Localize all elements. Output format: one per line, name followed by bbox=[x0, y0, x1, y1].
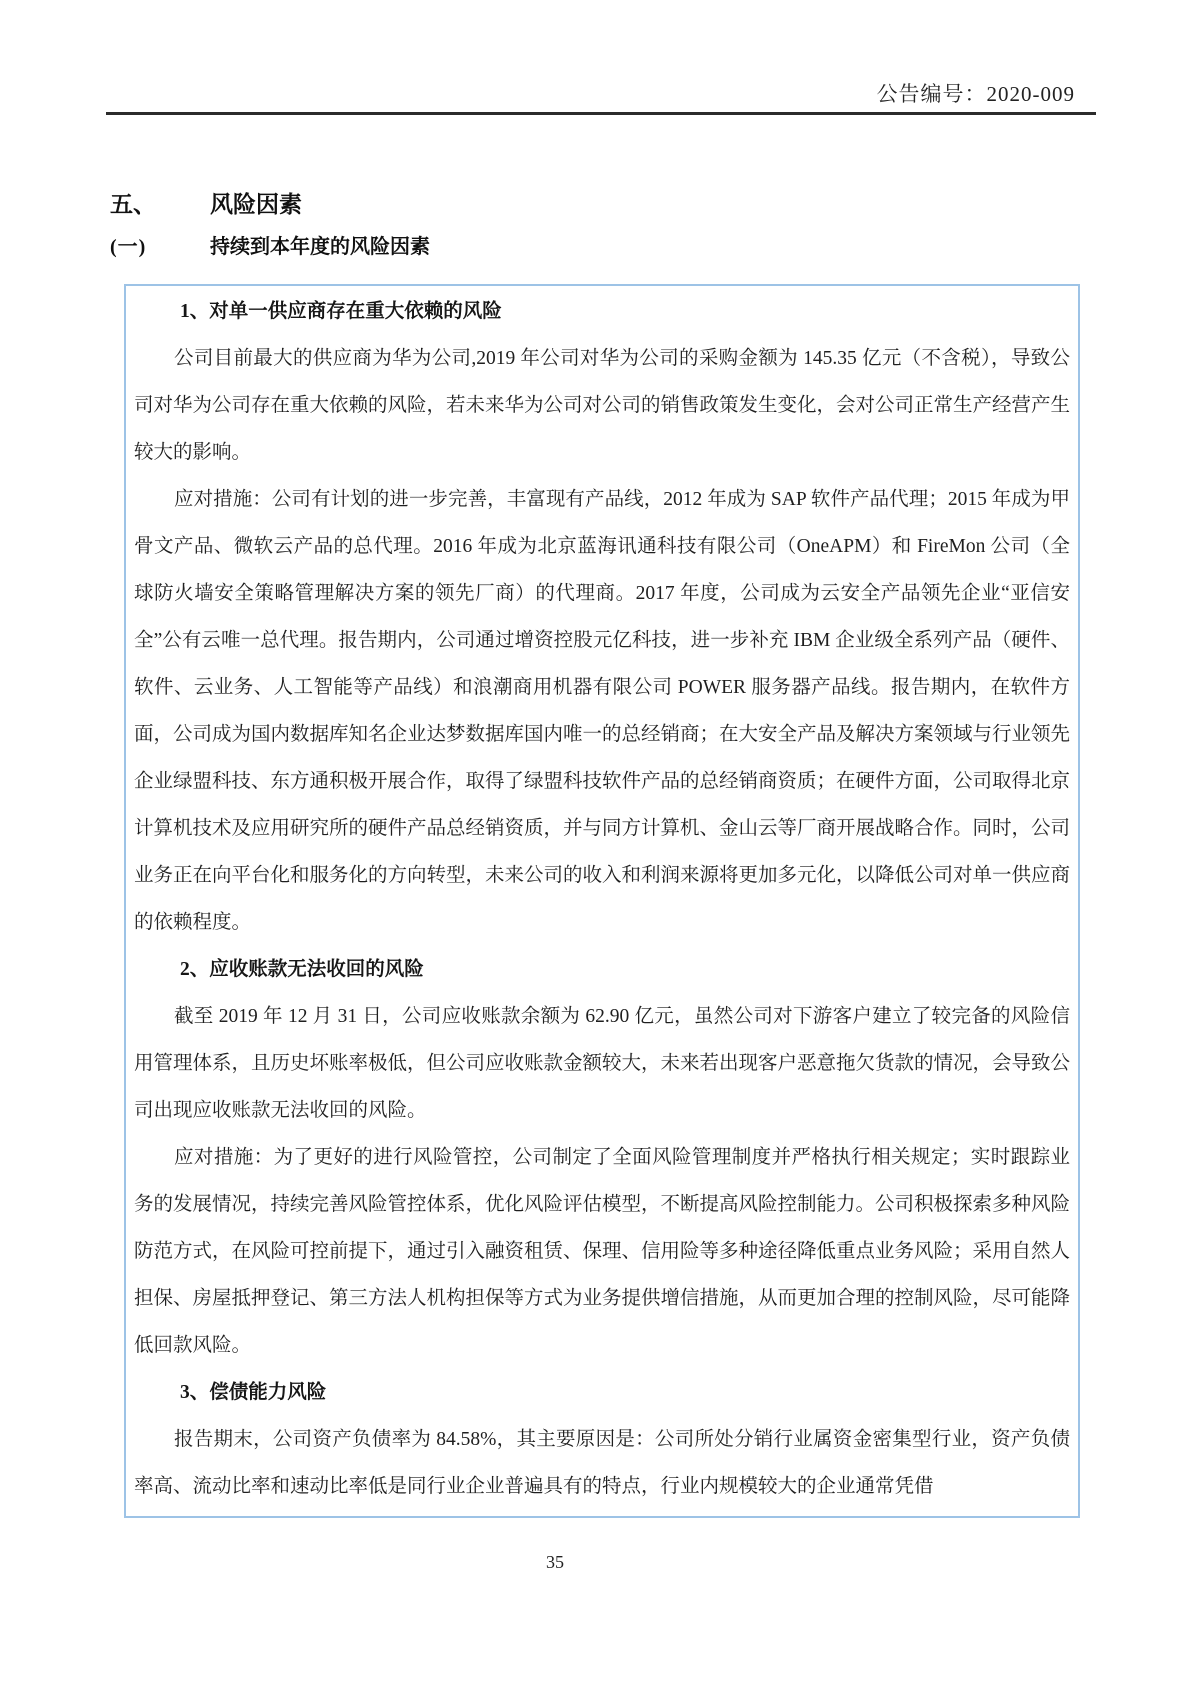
subsection-number: (一) bbox=[110, 236, 147, 258]
risk-item-1-paragraph: 公司目前最大的供应商为华为公司,2019 年公司对华为公司的采购金额为 145.35 亿元（不含税），导致公司对华为公司存在重大依赖的风险，若未来华为公司对公司的销售政策发生变化，会对公司正常生产经营产生较大的影响。 bbox=[134, 348, 1071, 463]
risk-item-2-countermeasures: 应对措施：为了更好的进行风险管控，公司制定了全面风险管理制度并严格执行相关规定；实时跟踪业务的发展情况，持续完善风险管控体系，优化风险评估模型，不断提高风险控制能力。公司积极探索多种风险防范方式，在风险可控前提下，通过引入融资租赁、保理、信用险等多种途径降低重点业务风险；采用自然人担保、房屋抵押登记、第三方法人机构担保等方式为业务提供增信措施，从而更加合理的控制风险，尽可能降低回款风险。 bbox=[134, 1147, 1071, 1356]
risk-item-2-heading: 2、应收账款无法收回的风险 bbox=[180, 959, 424, 980]
header-divider bbox=[106, 112, 1096, 115]
page-footer bbox=[110, 1552, 1000, 1573]
subsection-heading bbox=[110, 230, 1010, 259]
risk-factors-box bbox=[124, 284, 1080, 1518]
section-number: 五、 bbox=[110, 192, 156, 217]
risk-item-1-countermeasures: 应对措施：公司有计划的进一步完善，丰富现有产品线，2012 年成为 SAP 软件产品代理；2015 年成为甲骨文产品、微软云产品的总代理。2016 年成为北京蓝海讯通科技有限公司（OneAPM）和 FireMon 公司（全球防火墙安全策略管理解决方案的领先厂商）的代理商。2017 年度，公司成为云安全产品领先企业“亚信安全”公有云唯一总代理。报告期内，公司通过增资控股元亿科技，进一步补充 IBM 企业级全系列产品（硬件、软件、云业务、人工智能等产品线）和浪潮商用机器有限公司 POWER 服务器产品线。报告期内，在软件方面，公司成为国内数据库知名企业达梦数据库国内唯一的总经销商；在大安全产品及解决方案领域与行业领先企业绿盟科技、东方通积极开展合作，取得了绿盟科技软件产品的总经销商资质；在硬件方面，公司取得北京计算机技术及应用研究所的硬件产品总经销资质，并与同方计算机、金山云等厂商开展战略合作。同时，公司业务正在向平台化和服务化的方向转型，未来公司的收入和利润来源将更加多元化，以降低公司对单一供应商的依赖程度。 bbox=[134, 489, 1071, 933]
section-heading bbox=[110, 186, 1010, 219]
risk-item-3-paragraph: 报告期末，公司资产负债率为 84.58%，其主要原因是：公司所处分销行业属资金密集型行业，资产负债率高、流动比率和速动比率低是同行业企业普遍具有的特点，行业内规模较大的企业通常凭借 bbox=[134, 1429, 1070, 1497]
page-number: 35 bbox=[546, 1552, 564, 1572]
risk-item-2-paragraph: 截至 2019 年 12 月 31 日，公司应收账款余额为 62.90 亿元，虽然公司对下游客户建立了较完备的风险信用管理体系，且历史坏账率极低，但公司应收账款金额较大，未来若出现客户恶意拖欠货款的情况，会导致公司出现应收账款无法收回的风险。 bbox=[134, 1006, 1071, 1121]
risk-item-1-heading: 1、对单一供应商存在重大依赖的风险 bbox=[180, 301, 502, 322]
section-title: 风险因素 bbox=[210, 192, 302, 217]
risk-item-3-heading: 3、偿债能力风险 bbox=[180, 1382, 327, 1403]
subsection-title: 持续到本年度的风险因素 bbox=[210, 236, 430, 258]
announcement-number: 公告编号：2020-009 bbox=[876, 82, 1075, 106]
